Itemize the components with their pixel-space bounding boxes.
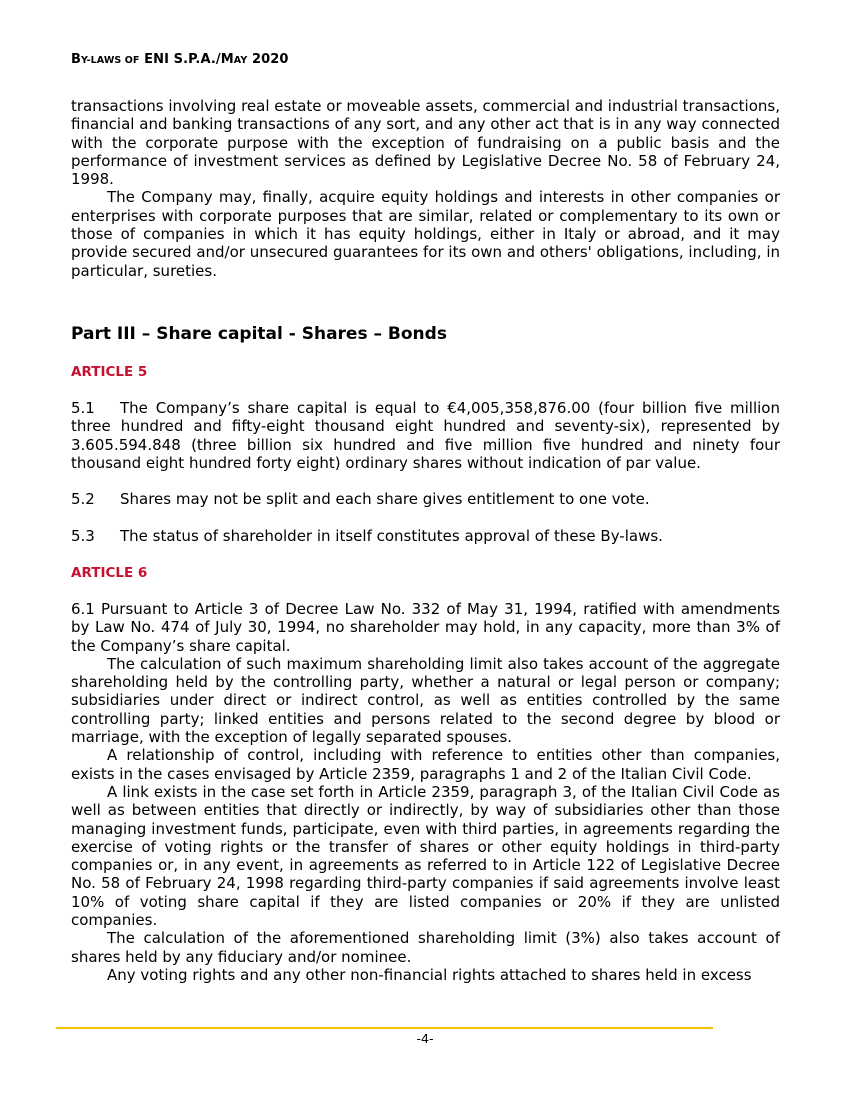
- article-6-paragraph-3: A relationship of control, including with reference to entities other than companies, exists in the cases envisaged by Article 2359, paragraphs 1 and 2 of the Italian Civil Code.: [71, 746, 780, 783]
- article-5-label: ARTICLE 5: [71, 364, 148, 380]
- header-y-laws-of: Y-LAWS OF: [81, 55, 140, 66]
- article-5-clause-1: [71, 399, 780, 472]
- header-company: ENI S.P.A./M: [139, 52, 234, 67]
- intro-paragraph-1: transactions involving real estate or moveable assets, commercial and industrial transactions, financial and banking transactions of any sort, and any other act that is in any way connected with the corporate purpose with the exception of fundraising on a public basis and the performance of investment services as defined by Legislative Decree No. 58 of February 24, 1998.: [71, 97, 780, 189]
- intro-section: [71, 97, 780, 280]
- header-by: B: [71, 52, 82, 67]
- running-header: [71, 52, 289, 67]
- article-6-paragraph-4: A link exists in the case set forth in Article 2359, paragraph 3, of the Italian Civil Code as well as between entities that directly or indirectly, by way of subsidiaries other than those managing investment funds, participate, even with third parties, in agreements regarding the exercise of voting rights or the transfer of shares or other equity holdings in third-party companies or, in any event, in agreements as referred to in Article 122 of Legislative Decree No. 58 of February 24, 1998 regarding third-party companies if said agreements involve least 10% of voting share capital if they are listed companies or 20% if they are unlisted companies.: [71, 782, 780, 930]
- article-6-label: ARTICLE 6: [71, 565, 148, 581]
- article-5-clause-2: [71, 490, 780, 508]
- part-heading: Part III – Share capital - Shares – Bonds: [71, 324, 447, 344]
- clause-text: The Company’s share capital is equal to €4,005,358,876.00 (four billion five million three hundred and fifty-eight thousand eight hundred and seventy-six), represented by 3.605.594.848 (three billion six hundred and five million five hundred and ninety four thousand eight hundred forty eight) ordinary shares without indication of par value.: [71, 399, 780, 472]
- clause-number: 5.1: [71, 399, 95, 417]
- article-6-paragraph-5: The calculation of the aforementioned shareholding limit (3%) also takes account of shares held by any fiduciary and/or nominee.: [71, 929, 780, 966]
- footer-rule: [56, 1027, 713, 1029]
- article-6-paragraph-2: The calculation of such maximum shareholding limit also takes account of the aggregate shareholding held by the controlling party, whether a natural or legal person or company; subsidiaries under direct or indirect control, as well as entities controlled by the same controlling party; linked entities and persons related to the second degree by blood or marriage, with the exception of legally separated spouses.: [71, 654, 780, 747]
- page-number: -4-: [416, 1031, 434, 1046]
- article-5-clause-3: [71, 527, 780, 545]
- clause-number: 5.2: [71, 490, 95, 508]
- article-6-paragraph-1: 6.1 Pursuant to Article 3 of Decree Law No. 332 of May 31, 1994, ratified with amendments by Law No. 474 of July 30, 1994, no shareholder may hold, in any capacity, more than 3% of the Company’s share capital.: [71, 600, 780, 655]
- header-ay: AY: [233, 55, 248, 66]
- article-6-section: [71, 600, 780, 984]
- clause-text: The status of shareholder in itself constitutes approval of these By-laws.: [120, 527, 663, 545]
- clause-number: 5.3: [71, 527, 95, 545]
- intro-paragraph-2: The Company may, finally, acquire equity holdings and interests in other companies or enterprises with corporate purposes that are similar, related or complementary to its own or those of companies in which it has equity holdings, either in Italy or abroad, and it may provide secured and/or unsecured guarantees for its own and others' obligations, including, in particular, sureties.: [71, 188, 780, 280]
- clause-text: Shares may not be split and each share gives entitlement to one vote.: [120, 490, 650, 508]
- header-year: 2020: [247, 52, 289, 67]
- article-6-paragraph-6: Any voting rights and any other non-financial rights attached to shares held in excess: [107, 965, 752, 984]
